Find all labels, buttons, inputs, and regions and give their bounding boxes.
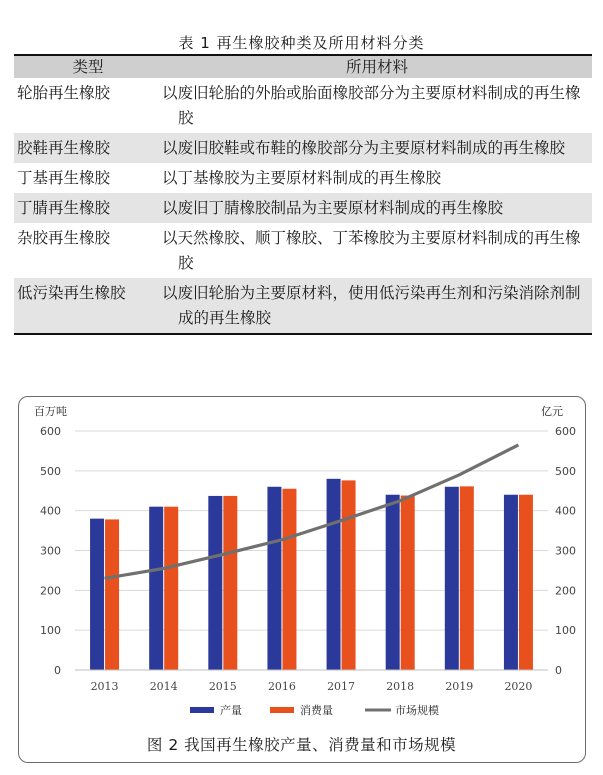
bar-产量-2014	[149, 507, 163, 670]
type-cell: 低污染再生橡胶	[14, 278, 162, 334]
material-cell	[162, 133, 592, 163]
material-cell	[162, 193, 592, 223]
x-tick-label: 2013	[90, 680, 119, 693]
table-row	[14, 278, 592, 334]
y-tick-label-left: 300	[40, 544, 61, 558]
table-row	[14, 223, 592, 278]
materials-table	[14, 54, 592, 335]
material-cell	[162, 223, 592, 278]
bar-消费量-2019	[460, 486, 474, 670]
header-type: 类型	[14, 55, 162, 78]
y-tick-label-right: 500	[555, 464, 576, 478]
bar-消费量-2015	[223, 496, 237, 670]
type-cell: 轮胎再生橡胶	[17, 84, 111, 102]
type-cell: 胶鞋再生橡胶	[14, 133, 162, 163]
table-row	[14, 78, 592, 133]
bar-消费量-2017	[342, 480, 356, 670]
legend-label-产量: 产量	[220, 704, 242, 717]
material-text: 以天然橡胶、顺丁橡胶、丁苯橡胶为主要原材料制成的再生橡胶	[162, 229, 581, 272]
table-header-row	[14, 55, 592, 78]
x-tick-label: 2017	[327, 680, 356, 693]
combo-chart	[0, 388, 603, 728]
bar-产量-2013	[90, 519, 104, 670]
y-tick-label-right: 300	[555, 544, 576, 558]
material-text: 以废旧丁腈橡胶制品为主要原材料制成的再生橡胶	[162, 199, 504, 217]
x-tick-label: 2019	[445, 680, 474, 693]
material-text: 以丁基橡胶为主要原材料制成的再生橡胶	[162, 169, 442, 187]
y-tick-label-right: 0	[555, 664, 562, 677]
material-cell	[162, 163, 592, 193]
material-cell	[162, 278, 592, 334]
x-tick-label: 2016	[267, 680, 296, 693]
x-tick-label: 2020	[504, 680, 533, 693]
header-material: 所用材料	[162, 55, 592, 78]
y-tick-label-right: 200	[555, 584, 576, 598]
y-tick-label-right: 400	[555, 504, 576, 518]
y-tick-label-left: 0	[54, 664, 61, 677]
y-tick-label-left: 600	[40, 425, 61, 438]
bar-消费量-2020	[519, 495, 533, 670]
y-tick-label-right: 100	[555, 624, 576, 638]
bar-消费量-2014	[164, 507, 178, 670]
material-text: 以废旧轮胎的外胎或胎面橡胶部分为主要原材料制成的再生橡胶	[162, 84, 581, 127]
bar-产量-2017	[327, 479, 341, 670]
bar-产量-2016	[267, 487, 281, 670]
bar-产量-2018	[386, 495, 400, 670]
x-tick-label: 2015	[208, 680, 237, 693]
y-axis-title-right: 亿元	[541, 405, 563, 418]
y-tick-label-right: 600	[555, 425, 576, 438]
material-text: 以废旧轮胎为主要原材料，使用低污染再生剂和污染消除剂制成的再生橡胶	[162, 284, 581, 327]
y-tick-label-left: 100	[40, 624, 61, 638]
figure-caption: 图 2 我国再生橡胶产量、消费量和市场规模	[146, 736, 457, 754]
legend-label-消费量: 消费量	[300, 704, 333, 717]
legend-label-市场规模: 市场规模	[395, 704, 439, 717]
y-tick-label-left: 500	[40, 464, 61, 478]
table-row	[14, 133, 592, 163]
x-tick-label: 2018	[386, 680, 415, 693]
y-axis-title-left: 百万吨	[34, 405, 67, 418]
table-row	[14, 193, 592, 223]
type-cell: 丁基再生橡胶	[17, 169, 111, 187]
legend-swatch-消费量	[270, 707, 294, 713]
bar-产量-2015	[208, 496, 222, 670]
material-text: 以废旧胶鞋或布鞋的橡胶部分为主要原材料制成的再生橡胶	[162, 139, 566, 157]
bar-消费量-2018	[401, 496, 415, 670]
legend-swatch-产量	[190, 707, 214, 713]
y-tick-label-left: 200	[40, 584, 61, 598]
y-tick-label-left: 400	[40, 504, 61, 518]
bar-消费量-2016	[282, 489, 296, 670]
material-cell	[162, 78, 592, 133]
bar-产量-2020	[504, 495, 518, 670]
table-row	[14, 163, 592, 193]
table-caption: 表 1 再生橡胶种类及所用材料分类	[178, 34, 425, 52]
type-cell: 杂胶再生橡胶	[17, 229, 111, 247]
bar-产量-2019	[445, 487, 459, 670]
x-tick-label: 2014	[149, 680, 178, 693]
bar-消费量-2013	[105, 519, 119, 670]
type-cell: 丁腈再生橡胶	[14, 193, 162, 223]
